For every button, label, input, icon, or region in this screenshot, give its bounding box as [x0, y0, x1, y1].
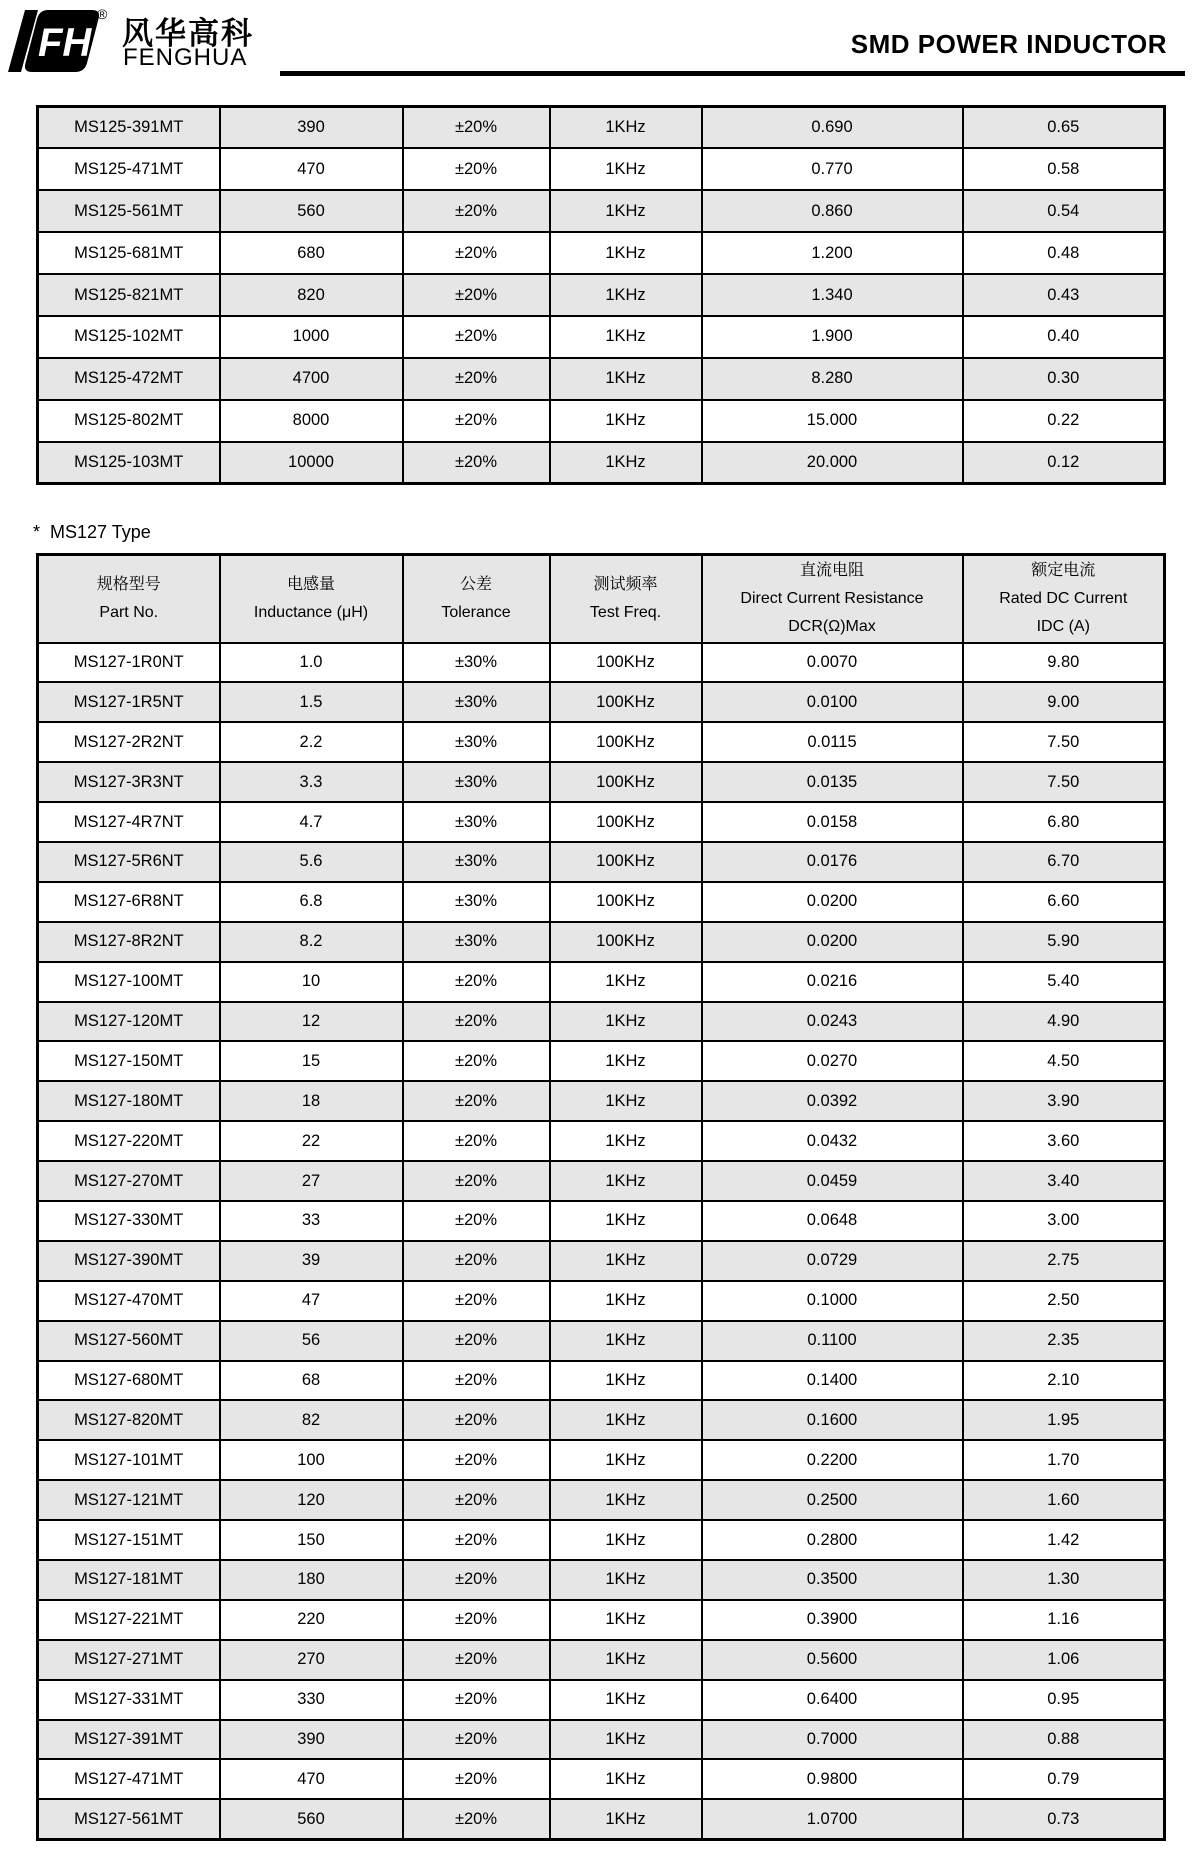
- table-cell: 6.8: [220, 882, 403, 922]
- table-row: [38, 922, 1165, 962]
- table-cell: 1.42: [963, 1520, 1165, 1560]
- table-cell: MS125-821MT: [38, 274, 220, 316]
- table-cell: ±20%: [403, 1161, 550, 1201]
- table-cell: MS125-561MT: [38, 190, 220, 232]
- table-cell: 1KHz: [550, 1201, 702, 1241]
- table-cell: 68: [220, 1361, 403, 1401]
- table-cell: 2.50: [963, 1281, 1165, 1321]
- table-cell: 8.2: [220, 922, 403, 962]
- table-cell: ±20%: [403, 190, 550, 232]
- table-row: [38, 1002, 1165, 1042]
- fenghua-logo-icon: [8, 6, 100, 76]
- table-cell: ±20%: [403, 1281, 550, 1321]
- table-cell: 1KHz: [550, 190, 702, 232]
- table-cell: 4700: [220, 358, 403, 400]
- table-cell: 0.0200: [702, 882, 963, 922]
- table-cell: 1.0700: [702, 1799, 963, 1839]
- table-cell: 15.000: [702, 400, 963, 442]
- table-cell: 0.0270: [702, 1041, 963, 1081]
- table-cell: MS127-221MT: [38, 1600, 220, 1640]
- table-cell: 4.50: [963, 1041, 1165, 1081]
- table-row: [38, 1201, 1165, 1241]
- table-row: [38, 1680, 1165, 1720]
- table-cell: 8000: [220, 400, 403, 442]
- table-row: [38, 148, 1165, 190]
- table-cell: 3.00: [963, 1201, 1165, 1241]
- table-cell: 390: [220, 107, 403, 149]
- table-cell: MS127-220MT: [38, 1121, 220, 1161]
- table-cell: ±20%: [403, 1121, 550, 1161]
- svg-text:FH: FH: [38, 21, 92, 65]
- table-cell: 100KHz: [550, 643, 702, 683]
- table-cell: ±20%: [403, 1241, 550, 1281]
- table-cell: MS127-6R8NT: [38, 882, 220, 922]
- table-cell: 20.000: [702, 442, 963, 484]
- table-cell: 9.00: [963, 682, 1165, 722]
- table-cell: 1KHz: [550, 1161, 702, 1201]
- table-cell: 1KHz: [550, 1361, 702, 1401]
- table-cell: 0.0648: [702, 1201, 963, 1241]
- table-cell: MS127-820MT: [38, 1400, 220, 1440]
- table-cell: 0.65: [963, 107, 1165, 149]
- table-row: [38, 400, 1165, 442]
- table-cell: 120: [220, 1480, 403, 1520]
- table-cell: 0.770: [702, 148, 963, 190]
- table-cell: 47: [220, 1281, 403, 1321]
- section-title: MS127 Type: [50, 522, 151, 542]
- table-cell: 0.690: [702, 107, 963, 149]
- table-cell: ±20%: [403, 442, 550, 484]
- table-row: [38, 1799, 1165, 1839]
- table-cell: 27: [220, 1161, 403, 1201]
- table-cell: ±30%: [403, 762, 550, 802]
- table-cell: 0.30: [963, 358, 1165, 400]
- table-cell: 0.0176: [702, 842, 963, 882]
- table-cell: 100: [220, 1440, 403, 1480]
- table-row: [38, 1640, 1165, 1680]
- table-cell: 33: [220, 1201, 403, 1241]
- table-cell: 0.1100: [702, 1321, 963, 1361]
- table-cell: 82: [220, 1400, 403, 1440]
- table-cell: 0.0432: [702, 1121, 963, 1161]
- ms127-table-body: [38, 643, 1165, 1840]
- table-row: [38, 882, 1165, 922]
- table-cell: 0.88: [963, 1720, 1165, 1760]
- table-cell: 7.50: [963, 722, 1165, 762]
- table-cell: 1.340: [702, 274, 963, 316]
- table-cell: ±20%: [403, 1600, 550, 1640]
- table-row: [38, 1321, 1165, 1361]
- table-cell: 5.90: [963, 922, 1165, 962]
- table-cell: 100KHz: [550, 842, 702, 882]
- table-cell: ±20%: [403, 1720, 550, 1760]
- table-cell: 1KHz: [550, 1321, 702, 1361]
- table-cell: 1KHz: [550, 274, 702, 316]
- header-divider: [280, 71, 1185, 76]
- table-cell: 1.16: [963, 1600, 1165, 1640]
- table-row: [38, 274, 1165, 316]
- ms127-type-table: [36, 553, 1166, 1841]
- table-cell: 1KHz: [550, 1640, 702, 1680]
- table-cell: 1KHz: [550, 1560, 702, 1600]
- table-cell: ±20%: [403, 1520, 550, 1560]
- table-cell: MS125-103MT: [38, 442, 220, 484]
- col-header-tolerance: 公差 Tolerance: [403, 555, 550, 643]
- table-cell: 1KHz: [550, 1440, 702, 1480]
- table-row: [38, 682, 1165, 722]
- table-cell: 12: [220, 1002, 403, 1042]
- col-header-inductance: 电感量 Inductance (μH): [220, 555, 403, 643]
- table-cell: 0.2200: [702, 1440, 963, 1480]
- table-cell: 1KHz: [550, 1081, 702, 1121]
- table-cell: 0.860: [702, 190, 963, 232]
- table-cell: 1KHz: [550, 1680, 702, 1720]
- table-cell: ±20%: [403, 1560, 550, 1600]
- table-cell: MS127-1R5NT: [38, 682, 220, 722]
- table-cell: ±30%: [403, 682, 550, 722]
- table-cell: 0.95: [963, 1680, 1165, 1720]
- table-cell: ±20%: [403, 107, 550, 149]
- table-cell: 0.3500: [702, 1560, 963, 1600]
- table-cell: MS127-100MT: [38, 962, 220, 1002]
- table-cell: MS127-390MT: [38, 1241, 220, 1281]
- table-cell: 100KHz: [550, 882, 702, 922]
- table-cell: MS127-101MT: [38, 1440, 220, 1480]
- table-cell: MS125-471MT: [38, 148, 220, 190]
- table-cell: ±20%: [403, 1361, 550, 1401]
- table-cell: 0.9800: [702, 1759, 963, 1799]
- table-cell: 0.0200: [702, 922, 963, 962]
- table-cell: ±20%: [403, 1480, 550, 1520]
- table-cell: ±20%: [403, 358, 550, 400]
- table-cell: 0.0070: [702, 643, 963, 683]
- table-cell: 3.90: [963, 1081, 1165, 1121]
- table-cell: 9.80: [963, 643, 1165, 683]
- col-header-test-freq: 测试频率 Test Freq.: [550, 555, 702, 643]
- table-cell: 0.7000: [702, 1720, 963, 1760]
- table-cell: 180: [220, 1560, 403, 1600]
- table-row: [38, 1720, 1165, 1760]
- table-cell: MS127-4R7NT: [38, 802, 220, 842]
- table-cell: MS127-271MT: [38, 1640, 220, 1680]
- table-row: [38, 1281, 1165, 1321]
- table-cell: 0.0100: [702, 682, 963, 722]
- table-cell: 2.2: [220, 722, 403, 762]
- table-row: [38, 1121, 1165, 1161]
- table-row: [38, 358, 1165, 400]
- table-cell: MS127-1R0NT: [38, 643, 220, 683]
- page-title: SMD POWER INDUCTOR: [850, 29, 1167, 59]
- brand-name-chinese: 风华高科: [122, 16, 254, 51]
- table-cell: 18: [220, 1081, 403, 1121]
- table-cell: MS127-3R3NT: [38, 762, 220, 802]
- table-cell: 1.30: [963, 1560, 1165, 1600]
- table-cell: 0.40: [963, 316, 1165, 358]
- table-cell: ±30%: [403, 882, 550, 922]
- col-header-part-no: 规格型号 Part No.: [38, 555, 220, 643]
- table-cell: 3.60: [963, 1121, 1165, 1161]
- table-cell: 1KHz: [550, 232, 702, 274]
- table-row: [38, 1081, 1165, 1121]
- table-cell: 4.7: [220, 802, 403, 842]
- table-cell: 0.1000: [702, 1281, 963, 1321]
- table-cell: MS127-180MT: [38, 1081, 220, 1121]
- table-cell: ±30%: [403, 922, 550, 962]
- table-cell: ±20%: [403, 1041, 550, 1081]
- table-cell: 470: [220, 1759, 403, 1799]
- table-cell: 1.5: [220, 682, 403, 722]
- table-cell: 3.40: [963, 1161, 1165, 1201]
- table-cell: MS125-391MT: [38, 107, 220, 149]
- table-row: [38, 1440, 1165, 1480]
- table-cell: 1KHz: [550, 1759, 702, 1799]
- table-cell: 0.0216: [702, 962, 963, 1002]
- table-cell: 0.0135: [702, 762, 963, 802]
- table-cell: ±20%: [403, 1440, 550, 1480]
- table-cell: MS127-330MT: [38, 1201, 220, 1241]
- ms125-type-table: [36, 105, 1166, 485]
- table-cell: ±30%: [403, 722, 550, 762]
- table-cell: ±20%: [403, 1002, 550, 1042]
- table-row: [38, 1560, 1165, 1600]
- table-cell: 1KHz: [550, 442, 702, 484]
- table-cell: MS127-680MT: [38, 1361, 220, 1401]
- table-cell: 330: [220, 1680, 403, 1720]
- table-row: [38, 762, 1165, 802]
- table-row: [38, 842, 1165, 882]
- table-cell: MS127-8R2NT: [38, 922, 220, 962]
- table-cell: 1KHz: [550, 1720, 702, 1760]
- table-row: [38, 442, 1165, 484]
- table-cell: ±20%: [403, 1759, 550, 1799]
- table-cell: 0.0158: [702, 802, 963, 842]
- table-cell: 1KHz: [550, 358, 702, 400]
- table-cell: 1KHz: [550, 1002, 702, 1042]
- table-cell: 0.1400: [702, 1361, 963, 1401]
- table-cell: 1KHz: [550, 400, 702, 442]
- table-row: [38, 1400, 1165, 1440]
- table-row: [38, 1759, 1165, 1799]
- table-cell: 270: [220, 1640, 403, 1680]
- table-cell: 0.3900: [702, 1600, 963, 1640]
- table-cell: MS127-471MT: [38, 1759, 220, 1799]
- table-cell: ±20%: [403, 148, 550, 190]
- table-cell: MS127-560MT: [38, 1321, 220, 1361]
- table-cell: MS127-331MT: [38, 1680, 220, 1720]
- table-cell: 1KHz: [550, 1241, 702, 1281]
- table-cell: ±20%: [403, 400, 550, 442]
- table-cell: MS127-270MT: [38, 1161, 220, 1201]
- table-cell: 1.60: [963, 1480, 1165, 1520]
- table-cell: 0.2500: [702, 1480, 963, 1520]
- table-cell: 1KHz: [550, 1480, 702, 1520]
- table-cell: 5.40: [963, 962, 1165, 1002]
- table-cell: 0.0729: [702, 1241, 963, 1281]
- table-row: [38, 1520, 1165, 1560]
- table-cell: 4.90: [963, 1002, 1165, 1042]
- table-cell: 0.2800: [702, 1520, 963, 1560]
- table-cell: 6.70: [963, 842, 1165, 882]
- table-row: [38, 316, 1165, 358]
- table-cell: 1.200: [702, 232, 963, 274]
- table-cell: MS127-151MT: [38, 1520, 220, 1560]
- table-cell: MS127-561MT: [38, 1799, 220, 1839]
- table-cell: 1KHz: [550, 148, 702, 190]
- table-row: [38, 107, 1165, 149]
- table-cell: 1.95: [963, 1400, 1165, 1440]
- table-cell: 1KHz: [550, 107, 702, 149]
- table-cell: ±20%: [403, 316, 550, 358]
- table-cell: MS127-2R2NT: [38, 722, 220, 762]
- table-cell: 5.6: [220, 842, 403, 882]
- table-cell: 6.60: [963, 882, 1165, 922]
- table-cell: MS125-802MT: [38, 400, 220, 442]
- table-row: [38, 722, 1165, 762]
- table-cell: 1.0: [220, 643, 403, 683]
- table-cell: ±20%: [403, 1321, 550, 1361]
- brand-name-english: FENGHUA: [123, 44, 248, 71]
- ms127-section-label: [33, 522, 151, 543]
- table-cell: 1000: [220, 316, 403, 358]
- table-row: [38, 1480, 1165, 1520]
- table-cell: 0.1600: [702, 1400, 963, 1440]
- table-cell: 390: [220, 1720, 403, 1760]
- table-cell: MS127-150MT: [38, 1041, 220, 1081]
- table-row: [38, 190, 1165, 232]
- table-cell: MS127-120MT: [38, 1002, 220, 1042]
- table-row: [38, 1041, 1165, 1081]
- table-cell: 2.35: [963, 1321, 1165, 1361]
- table-cell: 1KHz: [550, 316, 702, 358]
- table-cell: 0.79: [963, 1759, 1165, 1799]
- table-cell: 0.0115: [702, 722, 963, 762]
- table-cell: 220: [220, 1600, 403, 1640]
- table-cell: ±20%: [403, 274, 550, 316]
- table-cell: 100KHz: [550, 682, 702, 722]
- table-cell: 0.0243: [702, 1002, 963, 1042]
- table-cell: MS127-5R6NT: [38, 842, 220, 882]
- table-cell: 39: [220, 1241, 403, 1281]
- table-cell: 1KHz: [550, 1600, 702, 1640]
- table-cell: 10000: [220, 442, 403, 484]
- table-cell: ±20%: [403, 962, 550, 1002]
- table-cell: 820: [220, 274, 403, 316]
- table-cell: 1KHz: [550, 1520, 702, 1560]
- table-cell: ±20%: [403, 1640, 550, 1680]
- table-cell: MS125-681MT: [38, 232, 220, 274]
- table-cell: ±20%: [403, 1799, 550, 1839]
- ms125-table-body: [38, 107, 1165, 484]
- table-cell: 0.6400: [702, 1680, 963, 1720]
- table-cell: 0.73: [963, 1799, 1165, 1839]
- table-cell: 1KHz: [550, 1121, 702, 1161]
- table-cell: 100KHz: [550, 922, 702, 962]
- table-cell: ±20%: [403, 1400, 550, 1440]
- table-cell: 100KHz: [550, 722, 702, 762]
- table-cell: MS125-102MT: [38, 316, 220, 358]
- table-cell: 560: [220, 1799, 403, 1839]
- table-cell: MS127-470MT: [38, 1281, 220, 1321]
- table-cell: 680: [220, 232, 403, 274]
- table-cell: 1.900: [702, 316, 963, 358]
- table-row: [38, 1241, 1165, 1281]
- table-cell: 1.06: [963, 1640, 1165, 1680]
- table-cell: ±20%: [403, 1201, 550, 1241]
- table-cell: MS125-472MT: [38, 358, 220, 400]
- table-cell: ±30%: [403, 842, 550, 882]
- table-cell: MS127-391MT: [38, 1720, 220, 1760]
- table-cell: 0.0459: [702, 1161, 963, 1201]
- table-cell: 0.48: [963, 232, 1165, 274]
- table-cell: 10: [220, 962, 403, 1002]
- table-cell: 22: [220, 1121, 403, 1161]
- table-cell: 100KHz: [550, 802, 702, 842]
- table-cell: ±20%: [403, 232, 550, 274]
- table-cell: MS127-181MT: [38, 1560, 220, 1600]
- registered-trademark-icon: ®: [97, 6, 108, 22]
- table-cell: 1KHz: [550, 1041, 702, 1081]
- table-cell: 7.50: [963, 762, 1165, 802]
- table-cell: ±20%: [403, 1680, 550, 1720]
- table-cell: ±30%: [403, 643, 550, 683]
- table-cell: 150: [220, 1520, 403, 1560]
- section-asterisk: *: [33, 522, 41, 542]
- table-row: [38, 643, 1165, 683]
- table-cell: MS127-121MT: [38, 1480, 220, 1520]
- col-header-idc: 额定电流 Rated DC Current IDC (A): [963, 555, 1165, 643]
- table-cell: ±30%: [403, 802, 550, 842]
- table-cell: 1.70: [963, 1440, 1165, 1480]
- table-row: [38, 1600, 1165, 1640]
- table-cell: ±20%: [403, 1081, 550, 1121]
- table-cell: 0.5600: [702, 1640, 963, 1680]
- table-cell: 100KHz: [550, 762, 702, 802]
- table-cell: 0.22: [963, 400, 1165, 442]
- table-cell: 0.54: [963, 190, 1165, 232]
- table-cell: 560: [220, 190, 403, 232]
- table-row: [38, 962, 1165, 1002]
- table-cell: 1KHz: [550, 1281, 702, 1321]
- table-cell: 3.3: [220, 762, 403, 802]
- table-cell: 1KHz: [550, 1799, 702, 1839]
- table-cell: 1KHz: [550, 962, 702, 1002]
- table-cell: 2.75: [963, 1241, 1165, 1281]
- table-cell: 1KHz: [550, 1400, 702, 1440]
- table-cell: 6.80: [963, 802, 1165, 842]
- table-cell: 0.12: [963, 442, 1165, 484]
- table-row: [38, 1361, 1165, 1401]
- table-row: [38, 802, 1165, 842]
- col-header-dcr: 直流电阻 Direct Current Resistance DCR(Ω)Max: [702, 555, 963, 643]
- table-cell: 0.0392: [702, 1081, 963, 1121]
- table-cell: 56: [220, 1321, 403, 1361]
- table-cell: 8.280: [702, 358, 963, 400]
- table-cell: 2.10: [963, 1361, 1165, 1401]
- ms127-header-row: [38, 555, 1165, 643]
- table-cell: 0.58: [963, 148, 1165, 190]
- table-cell: 15: [220, 1041, 403, 1081]
- table-row: [38, 1161, 1165, 1201]
- table-row: [38, 232, 1165, 274]
- table-cell: 0.43: [963, 274, 1165, 316]
- table-cell: 470: [220, 148, 403, 190]
